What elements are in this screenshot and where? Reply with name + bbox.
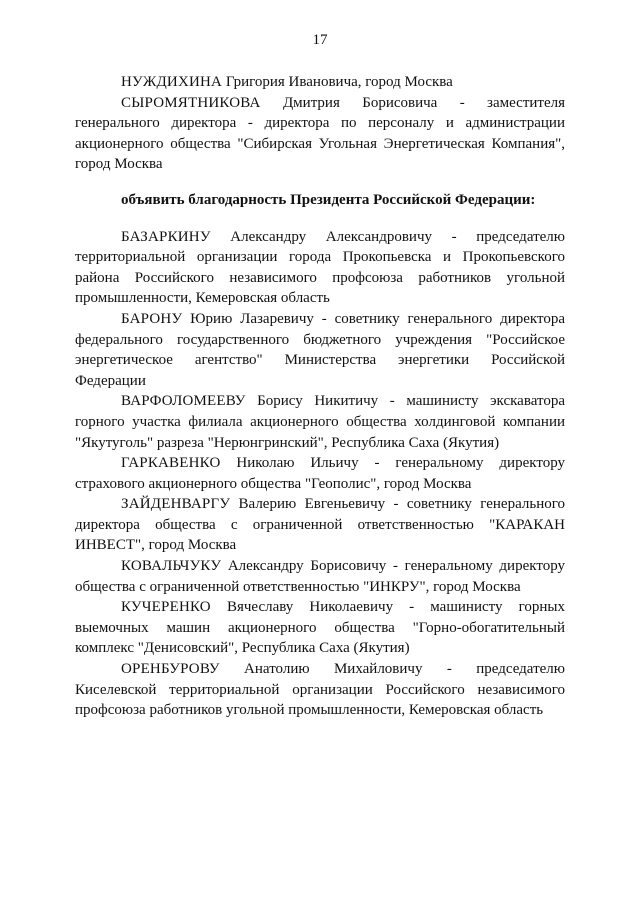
person-details: Анатолию Михайловичу - председателю Киселевской территориальной организации Российского независимого профсоюза работников угольной промышленности, Кемеровская область (75, 661, 565, 719)
person-details: Александру Александровичу - председателю территориальной организации города Прокопьевска и Прокопьевского района Российского независимого профсоюза работников угольной промышленности, Кемеровская область (75, 228, 565, 307)
award-entry (75, 93, 565, 175)
section-heading: объявить благодарность Президента Российской Федерации: (121, 191, 536, 208)
person-details: Дмитрия Борисовича - заместителя генерального директора - директора по персоналу и администрации акционерного общества "Сибирская Угольная Энергетическая Компания", город Москва (75, 94, 565, 173)
person-surname: ЗАЙДЕНВАРГУ (121, 496, 231, 513)
person-surname: ВАРФОЛОМЕЕВУ (121, 393, 246, 410)
award-entry (75, 391, 565, 453)
person-details: Борису Никитичу - машинисту экскаватора горного участка филиала акционерного общества холдинговой компании "Якутуголь" разреза "Нерюнгринский", Республика Саха (Якутия) (75, 393, 565, 451)
person-surname: БАРОНУ (121, 310, 183, 327)
document-body (75, 72, 565, 721)
person-details: Григория Ивановича, город Москва (222, 74, 453, 90)
person-surname: НУЖДИХИНА (121, 74, 223, 90)
award-entry (75, 597, 565, 659)
person-details: Вячеславу Николаевичу - машинисту горных выемочных машин акционерного общества "Горно-обогатительный комплекс "Денисовский", Республика Саха (Якутия) (75, 599, 565, 657)
person-surname: ГАРКАВЕНКО (121, 455, 221, 472)
award-entry (75, 453, 565, 494)
page-number: 17 (312, 32, 328, 48)
person-details: Александру Борисовичу - генеральному директору общества с ограниченной ответственностью "ИНКРУ", город Москва (75, 558, 565, 595)
person-surname: КУЧЕРЕНКО (121, 599, 211, 616)
person-surname: КОВАЛЬЧУКУ (121, 558, 222, 575)
person-surname: СЫРОМЯТНИКОВА (121, 94, 261, 111)
person-details: Николаю Ильичу - генеральному директору страхового акционерного общества "Геополис", город Москва (75, 455, 565, 492)
person-details: Валерию Евгеньевичу - советнику генерального директора общества с ограниченной ответственностью "КАРАКАН ИНВЕСТ", город Москва (75, 496, 565, 554)
award-entry (75, 227, 565, 309)
award-entry (75, 72, 565, 93)
person-surname: БАЗАРКИНУ (121, 228, 211, 245)
award-entry (75, 494, 565, 556)
award-entry (75, 556, 565, 597)
person-details: Юрию Лазаревичу - советнику генерального директора федерального государственного бюджетного учреждения "Российское энергетическое агентство" Министерства энергетики Российской Федерации (75, 310, 565, 389)
person-surname: ОРЕНБУРОВУ (121, 661, 220, 678)
award-entry (75, 659, 565, 721)
award-entry (75, 309, 565, 391)
